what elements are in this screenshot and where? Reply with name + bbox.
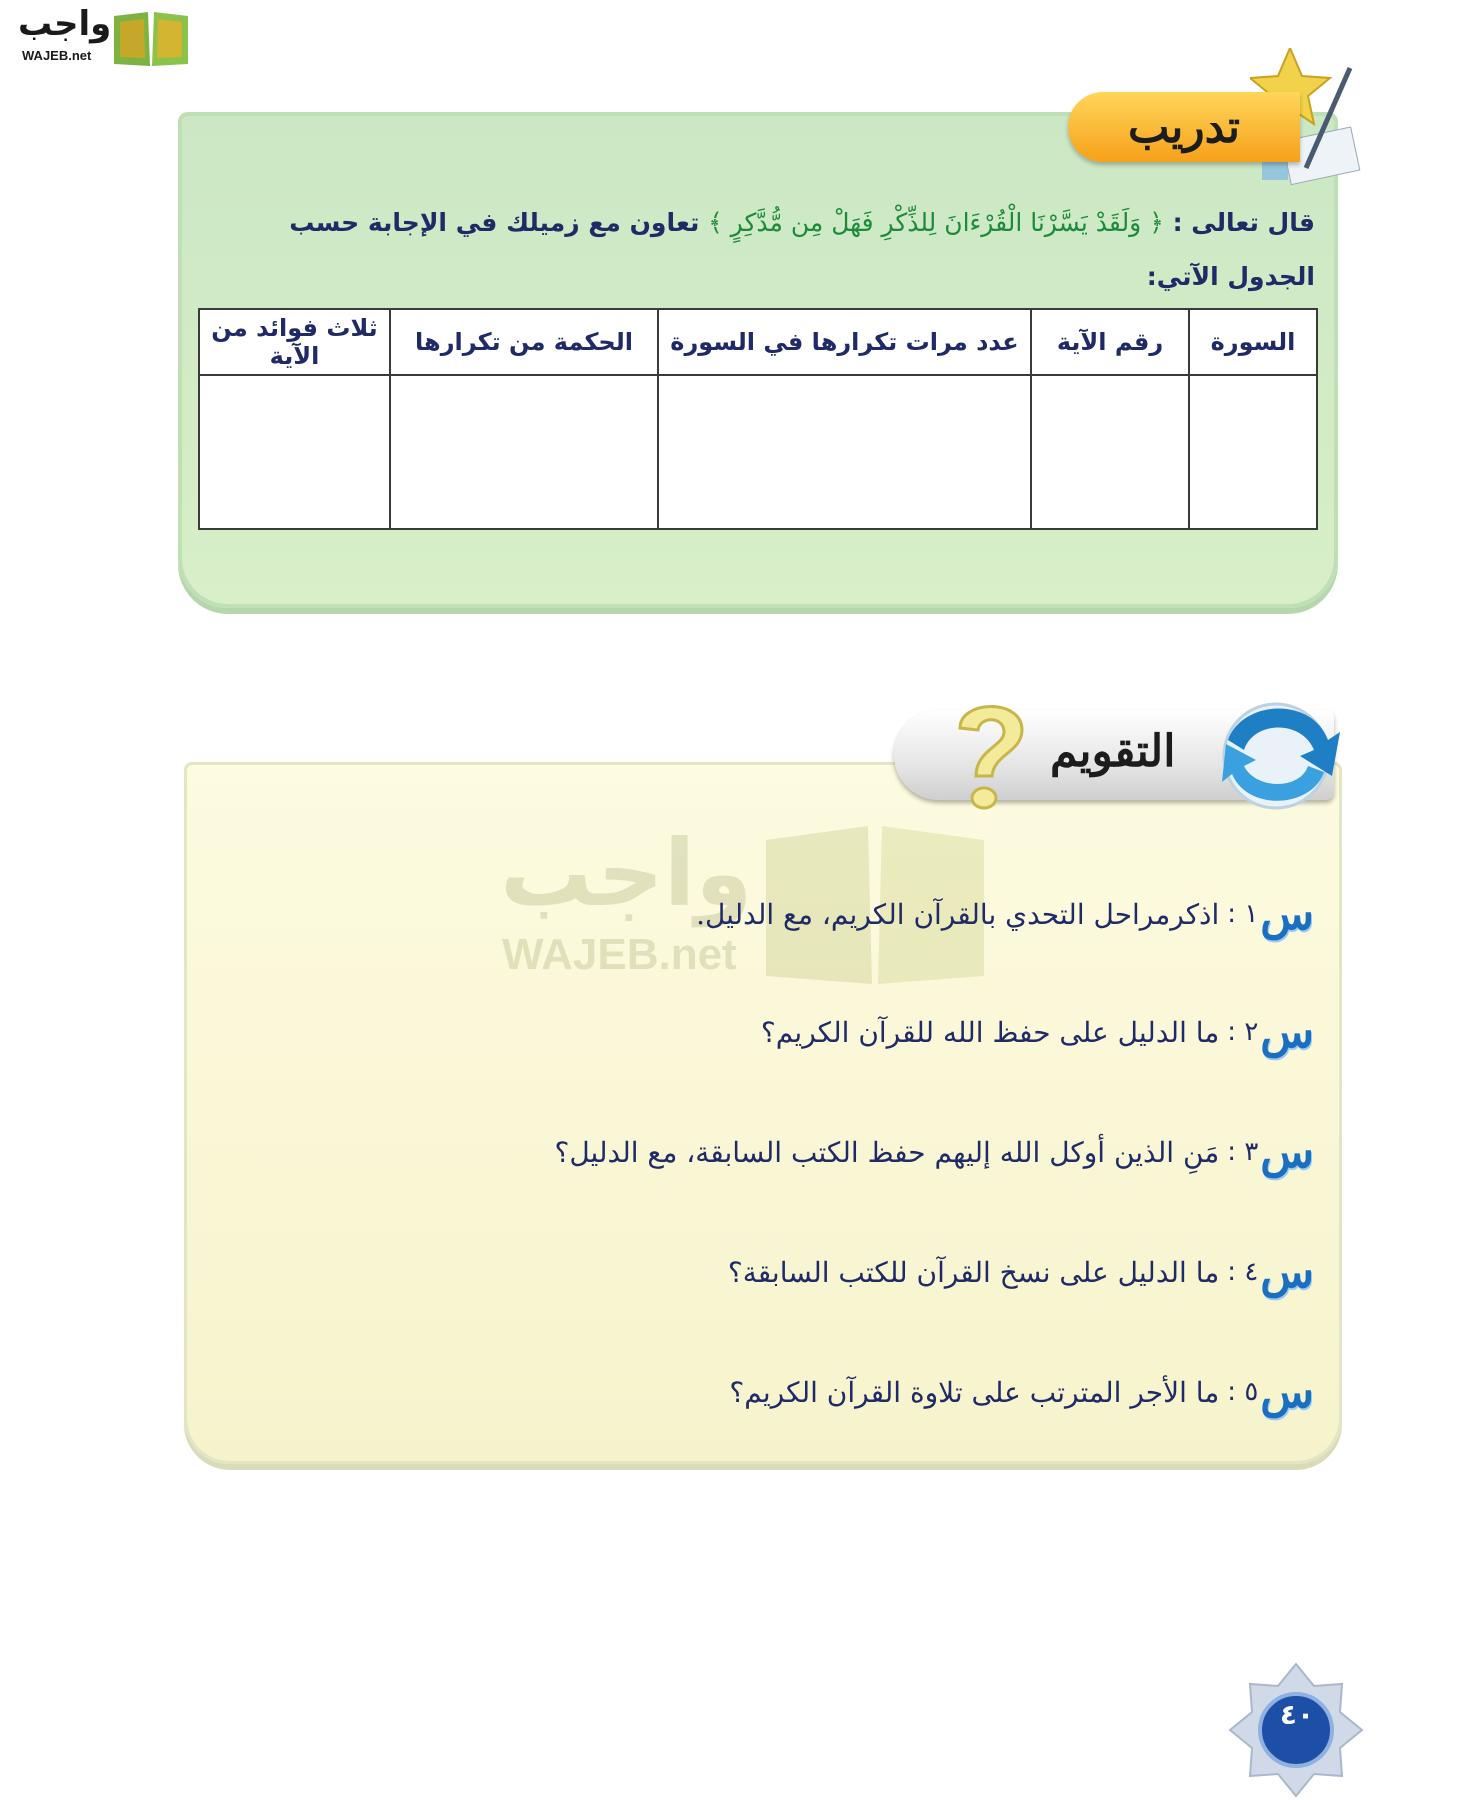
question-text: ما الدليل على حفظ الله للقرآن الكريم؟: [760, 1015, 1220, 1049]
logo-english: WAJEB.net: [22, 48, 92, 63]
question-number: ٢ :: [1227, 1017, 1259, 1047]
watermark-english: WAJEB.net: [502, 930, 737, 979]
instruction-suffix: تعاون مع زميلك في الإجابة حسب الجدول الآتي:: [289, 208, 1315, 291]
question-5: [314, 1362, 1314, 1422]
question-badge: س: [1260, 1006, 1314, 1058]
answer-cell-ayah-number[interactable]: [1031, 375, 1189, 529]
question-4: [314, 1242, 1314, 1302]
training-title: تدريب: [1127, 101, 1241, 153]
question-text: ما الأجر المترتب على تلاوة القرآن الكريم؟: [729, 1375, 1220, 1409]
header-ayah-number: رقم الآية: [1031, 309, 1189, 375]
header-benefits: ثلاث فوائد من الآية: [199, 309, 390, 375]
training-table: [198, 308, 1318, 530]
question-number: ١ :: [1227, 899, 1259, 929]
question-number: ٣ :: [1227, 1137, 1259, 1167]
answer-cell-benefits[interactable]: [199, 375, 390, 529]
answer-cell-repetition-count[interactable]: [658, 375, 1031, 529]
question-text: مَنِ الذين أوكل الله إليهم حفظ الكتب السابقة، مع الدليل؟: [554, 1135, 1220, 1169]
training-title-tab: [1068, 92, 1300, 162]
question-3: [314, 1122, 1314, 1182]
book-icon: [110, 8, 192, 70]
watermark-arabic: واجب: [500, 820, 753, 927]
question-1: [314, 884, 1314, 944]
table-row: [199, 375, 1317, 529]
answer-cell-surah[interactable]: [1189, 375, 1317, 529]
question-mark-icon: [946, 694, 1036, 824]
question-badge: س: [1260, 1246, 1314, 1298]
question-badge: س: [1260, 1366, 1314, 1418]
evaluation-title: التقويم: [1050, 726, 1176, 777]
training-instruction: [240, 196, 1315, 304]
instruction-prefix: قال تعالى :: [1172, 208, 1315, 237]
answer-cell-wisdom[interactable]: [390, 375, 658, 529]
question-text: اذكرمراحل التحدي بالقرآن الكريم، مع الدليل.: [696, 897, 1220, 931]
wajeb-logo[interactable]: [10, 4, 190, 72]
question-badge: س: [1260, 1126, 1314, 1178]
table-header-row: [199, 309, 1317, 375]
question-text: ما الدليل على نسخ القرآن للكتب السابقة؟: [727, 1255, 1220, 1289]
question-number: ٥ :: [1227, 1377, 1259, 1407]
header-wisdom: الحكمة من تكرارها: [390, 309, 658, 375]
header-repetition-count: عدد مرات تكرارها في السورة: [658, 309, 1031, 375]
question-number: ٤ :: [1227, 1257, 1259, 1287]
page-number: ٤٠: [1279, 1698, 1315, 1731]
question-badge: س: [1260, 888, 1314, 940]
logo-arabic: واجب: [18, 4, 112, 44]
quran-verse: ﴿ وَلَقَدْ يَسَّرْنَا الْقُرْءَانَ لِلذِّكْرِ فَهَلْ مِن مُّدَّكِرٍ ﴾: [708, 208, 1164, 237]
header-surah: السورة: [1189, 309, 1317, 375]
question-2: [314, 1002, 1314, 1062]
refresh-arrow-icon: [1208, 690, 1344, 820]
